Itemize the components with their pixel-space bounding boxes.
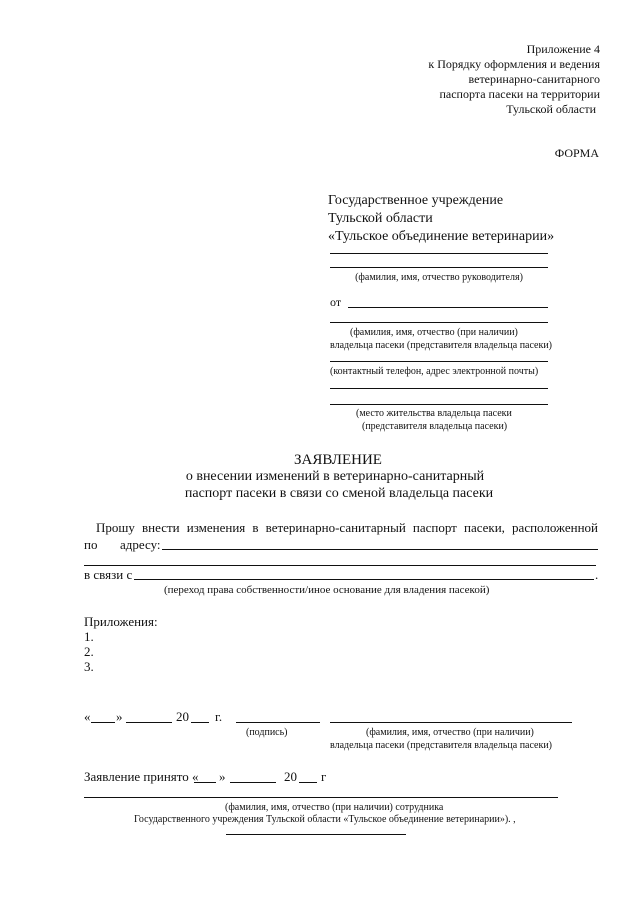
- due-to-label: в связи с: [84, 567, 133, 582]
- addressee-line-1: Государственное учреждение: [328, 193, 504, 208]
- appendix-line-4: паспорта пасеки на территории: [439, 87, 600, 101]
- accepted-day-line[interactable]: [194, 782, 216, 783]
- sign-year-line[interactable]: [191, 722, 209, 723]
- owner-name-line[interactable]: [330, 322, 548, 323]
- contact-line[interactable]: [330, 361, 548, 362]
- address-label: адресу:: [120, 537, 161, 552]
- request-text: Прошу внести изменения в ветеринарно-санитарный паспорт пасеки, расположенной: [96, 520, 598, 535]
- residence-caption-2: (представителя владельца пасеки): [362, 421, 508, 432]
- head-caption: (фамилия, имя, отчество руководителя): [355, 272, 523, 283]
- accepted-quote-close: »: [219, 769, 226, 784]
- employee-signature-line[interactable]: [226, 834, 406, 835]
- accepted-year-suffix: г: [321, 769, 327, 784]
- residence-line-2[interactable]: [330, 404, 548, 405]
- form-label: ФОРМА: [554, 146, 599, 160]
- attachment-item-1: 1.: [84, 629, 94, 644]
- accepted-month-line[interactable]: [230, 782, 276, 783]
- sign-day-line[interactable]: [91, 722, 115, 723]
- document-subtitle-1: о внесении изменений в ветеринарно-санитарный: [185, 469, 485, 484]
- signer-caption-2: владельца пасеки (представителя владельца пасеки): [330, 740, 553, 751]
- sign-quote-open: «: [84, 709, 91, 724]
- sign-year-prefix: 20: [176, 709, 189, 724]
- accepted-year-line[interactable]: [299, 782, 317, 783]
- owner-caption-1: (фамилия, имя, отчество (при наличии): [350, 327, 518, 338]
- contact-caption: (контактный телефон, адрес электронной почты): [330, 366, 539, 377]
- appendix-line-1: Приложение 4: [526, 42, 600, 56]
- from-line[interactable]: [348, 307, 548, 308]
- sign-caption: (подпись): [246, 727, 288, 738]
- employee-name-line[interactable]: [84, 797, 558, 798]
- addressee-line-3: «Тульское объединение ветеринарии»: [328, 229, 555, 244]
- head-name-line-1: [330, 253, 548, 254]
- head-name-line-2: [330, 267, 548, 268]
- by-label: по: [84, 537, 98, 552]
- sign-quote-close: »: [116, 709, 123, 724]
- address-line-2[interactable]: [84, 565, 596, 566]
- due-to-caption: (переход права собственности/иное основание для владения пасекой): [164, 584, 490, 596]
- sign-month-line[interactable]: [126, 722, 172, 723]
- address-line[interactable]: [162, 549, 598, 550]
- addressee-org: [328, 192, 628, 246]
- due-to-period: .: [595, 567, 599, 582]
- attachment-item-2: 2.: [84, 644, 94, 659]
- due-to-line[interactable]: [134, 579, 594, 580]
- owner-caption-2: владельца пасеки (представителя владельца пасеки): [330, 340, 553, 351]
- signer-name-line[interactable]: [330, 722, 572, 723]
- accepted-year-prefix: 20: [284, 769, 297, 784]
- sign-year-suffix: г.: [215, 709, 223, 724]
- attachments-label: Приложения:: [84, 614, 158, 629]
- residence-line-1[interactable]: [330, 388, 548, 389]
- appendix-line-3: ветеринарно-санитарного: [468, 72, 600, 86]
- document-title: ЗАЯВЛЕНИЕ: [294, 452, 382, 468]
- document-subtitle-2: паспорт пасеки в связи со сменой владельца пасеки: [184, 486, 494, 501]
- employee-caption-1: (фамилия, имя, отчество (при наличии) сотрудника: [225, 802, 444, 813]
- residence-caption-1: (место жительства владельца пасеки: [356, 408, 512, 419]
- attachment-item-3: 3.: [84, 659, 94, 674]
- appendix-block: [380, 42, 600, 117]
- employee-caption-2: Государственного учреждения Тульской области «Тульское объединение ветеринарии»). ,: [134, 814, 516, 825]
- signature-line[interactable]: [236, 722, 320, 723]
- from-label: от: [330, 295, 342, 309]
- appendix-line-5: Тульской области: [506, 102, 596, 116]
- addressee-line-2: Тульской области: [328, 211, 433, 226]
- appendix-line-2: к Порядку оформления и ведения: [428, 57, 600, 71]
- signer-caption-1: (фамилия, имя, отчество (при наличии): [366, 727, 534, 738]
- accepted-label: Заявление принято «: [84, 769, 199, 784]
